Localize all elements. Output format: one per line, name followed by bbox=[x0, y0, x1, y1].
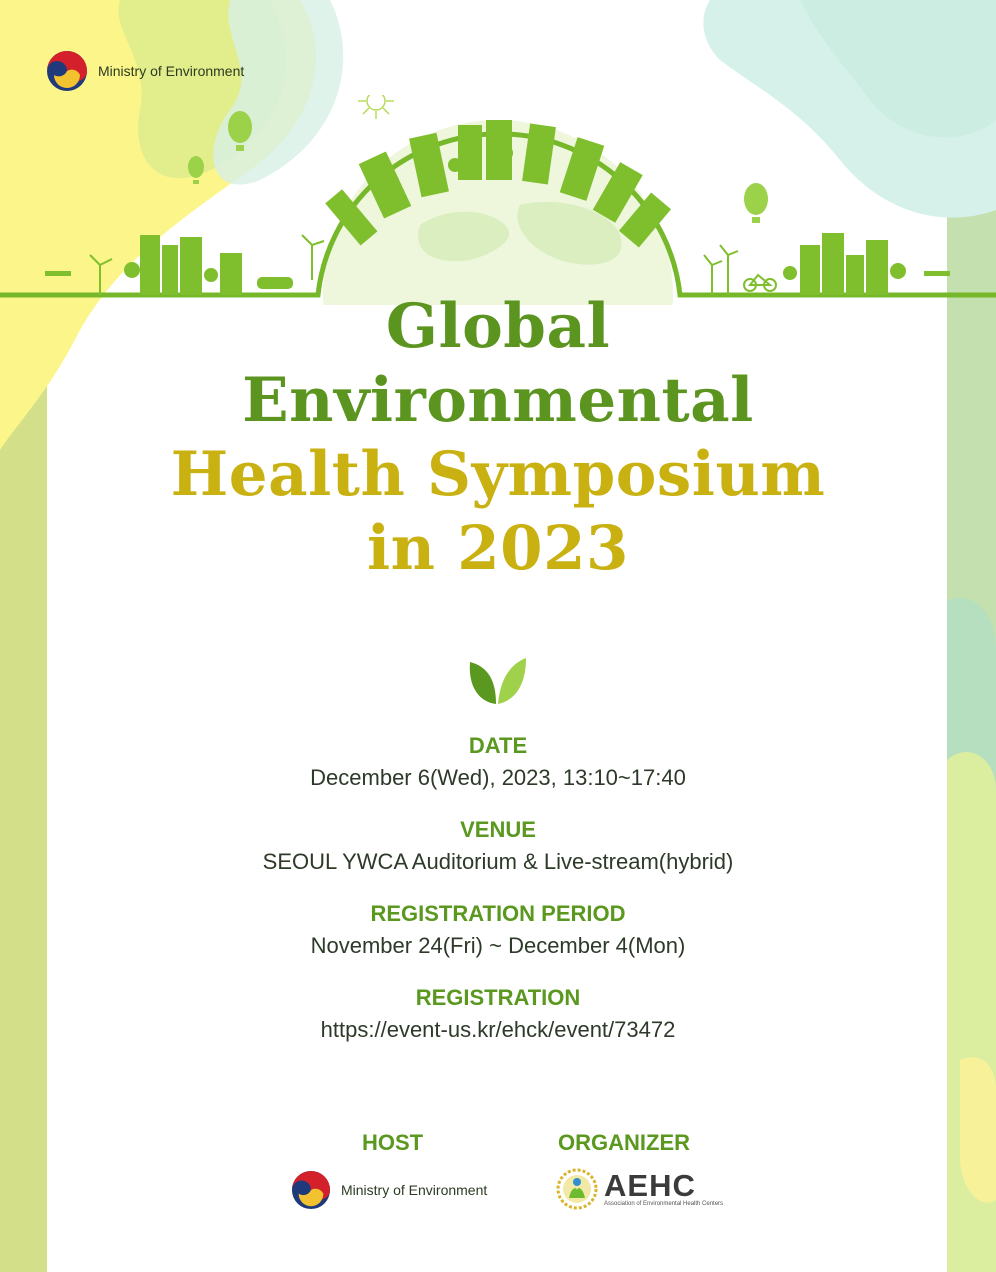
registration-link[interactable]: https://event-us.kr/ehck/event/73472 bbox=[320, 1017, 676, 1042]
registration-period-block bbox=[0, 898, 996, 962]
title-line-1: Global bbox=[385, 291, 611, 362]
organizer-full-name: Association of Environmental Health Centers bbox=[604, 1201, 724, 1207]
korea-emblem-icon bbox=[46, 50, 88, 92]
solar-panel-icon bbox=[924, 271, 950, 276]
host-label: Ministry of Environment bbox=[341, 1182, 488, 1198]
venue-value: SEOUL YWCA Auditorium & Live-stream(hybrid) bbox=[262, 849, 734, 874]
registration-period-value: November 24(Fri) ~ December 4(Mon) bbox=[310, 933, 686, 958]
event-details bbox=[0, 730, 996, 1066]
event-title bbox=[0, 290, 996, 586]
ministry-label: Ministry of Environment bbox=[98, 63, 245, 79]
registration-heading: REGISTRATION bbox=[415, 985, 581, 1010]
date-heading: DATE bbox=[468, 733, 528, 758]
solar-panel-icon bbox=[45, 271, 71, 276]
organizer-logo bbox=[556, 1168, 723, 1210]
left-city bbox=[45, 235, 293, 295]
leaf-icon bbox=[466, 654, 528, 708]
venue-block bbox=[0, 814, 996, 878]
title-line-4: in 2023 bbox=[366, 513, 630, 584]
wind-turbine-icon bbox=[704, 245, 738, 295]
date-value: December 6(Wed), 2023, 13:10~17:40 bbox=[310, 765, 686, 790]
registration-block bbox=[0, 982, 996, 1046]
host-heading: HOST bbox=[362, 1130, 424, 1155]
date-block bbox=[0, 730, 996, 794]
registration-period-heading: REGISTRATION PERIOD bbox=[370, 901, 626, 926]
venue-heading: VENUE bbox=[460, 817, 536, 842]
host-logo bbox=[291, 1170, 487, 1210]
organizer-heading: ORGANIZER bbox=[558, 1130, 690, 1155]
eco-city-illustration bbox=[0, 95, 996, 305]
title-line-3: Health Symposium bbox=[170, 439, 826, 510]
sun-icon bbox=[358, 95, 394, 119]
bicycle-icon bbox=[744, 275, 776, 291]
korea-emblem-icon bbox=[291, 1170, 331, 1210]
header-ministry-logo bbox=[46, 50, 244, 92]
right-city bbox=[783, 233, 950, 295]
organizer-abbr: AEHC bbox=[604, 1168, 696, 1203]
title-line-2: Environmental bbox=[242, 365, 754, 436]
aehc-logo-icon bbox=[556, 1168, 598, 1210]
car-icon bbox=[257, 277, 293, 289]
